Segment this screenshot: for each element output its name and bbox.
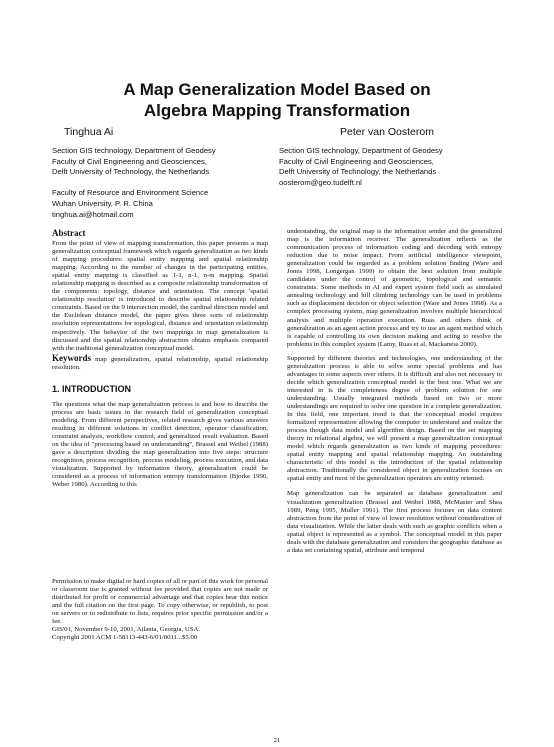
keywords: [52, 354, 268, 372]
right-paragraph-2: Supported by different theories and technologies, one understanding of the generalization process is able to solve some special problems and has advantages in some aspects over others. It is difficult and also not necessary to decide which generalization conceptual model is the best one. What we are interested in is the completeness degree of problem solution for one understanding. Usually integrated methods based on two or more understandings are required to solve one question in a complete generalization. In this field, one important trend is that the conceptual model requires formalized representation allowing the computer to understand and realize the process though data model and algorithm design. Based on the set mapping theory in relational algebra, we will present a map generalization conceptual model which regards generalization as two kinds of mapping procedures: spatial entity mapping and spatial relationship mapping. An outstanding characteristic of this model is the introduction of the spatial relationship abstraction. Traditionally the considered object in generalization focuses on spatial entity and most of the generalization operators are entity oriented.: [287, 354, 502, 483]
right-column: [287, 228, 502, 555]
author-1: Tinghua Ai: [64, 126, 114, 138]
abstract-text: From the point of view of mapping transformation, this paper presents a map generalization conceptual framework which regards generalization as two kinds of mapping procedures: spatial entity mapping and spatial relationship mapping. According to the number of changes in the participating entities, spatial entity mapping is classified as 1-1, n-1, n-m mapping. Spatial relationship mapping is described as a composite relationship transformation of the components: topology, distance and orientation. The concept 'spatial relationship resolution' is introduced to describe spatial relationship related constraints. Based on the 9 intersection model, the cardinal direction model and the Euclidean distance model, the paper gives three sorts of relationship resolution representations for topological, distance and orientation relationship respectively. The behavior of the two mappings in map generalization is discussed and the spatial relationship abstraction obtains emphasis compared with the traditional generalization conceptual model.: [52, 240, 268, 352]
paper-title: [0, 79, 554, 121]
left-column: [52, 228, 268, 489]
title-line-2: Algebra Mapping Transformation: [143, 101, 411, 120]
title-line-1: A Map Generalization Model Based on: [123, 80, 431, 99]
copyright-line: Copyright 2001 ACM 1-58113-443-6/01/0011...$5.00: [52, 634, 198, 642]
right-paragraph-3: Map generalization can be separated as database generalization and visualization generalization (Brassel and Weibel 1988, McMaster and Shea 1989, Peng 1995, Muller 1991). The first process focuses on data content abstraction from the point of view of lower resolution without consideration of data visualization. While the latter deals with such as graphic conflicts when a spatial object is represented as a symbol. The conceptual model in this paper deals with the database generalization and considers the geographic database as a data set containing spatial, attribute and temporal: [287, 490, 502, 554]
keywords-text: map generalization, spatial relationship, spatial relationship resolution.: [52, 355, 269, 371]
author-2: Peter van Oosterom: [340, 126, 434, 138]
intro-text: The questions what the map generalization process is and how to describe the process are basic issues in the research field of generalization conceptual modeling. From different perspectives, related research gives various answers resulting in different solutions in conflict detection, operator classification, constraint analysis, workflow control, and generalized result evaluation. Based on the idea of "processing based on understanding", Brassel and Weibel (1988) gave a description dividing the map generalization into five steps: structure recognition, process recognition, process modeling, process execution, and data visualization. Supported by information theory, generalization could be considered as a process of information entropy transformation (Bjorke 1996, Weber 1980). According to this: [52, 400, 268, 489]
permission-notice: Permission to make digital or hard copies of all or part of this work for personal or classroom use is granted without fee provided that copies are not made or distributed for profit or commercial advantage and that copies bear this notice and the full citation on the first page. To copy otherwise, or republish, to post on servers or to redistribute to lists, requires prior specific permission and/or a fee.: [52, 578, 268, 626]
right-paragraph-1: understanding, the original map is the information sender and the generalized map is the information receiver. The generalization reflects as the communication process of information coding and decoding with entropy reduction due to noise impact. From artificial intelligence viewpoint, generalization could be regarded as a problem solution finding (Ware and Jones 1998, Longergan 1999) to obtain the best solution from multiple candidates under the control of geometric, topological and semantic constraints. Some methods in AI and expert system field such as simulated annealing technology and hill climbing technology can be used in problems such as displacement decision or object selection (Ware and Jones 1998). As a complex processing system, map generalization involves multiple hierarchical analysis and multiple operation execution. Ruas and others think of generalization as an agent action process and try to use an agent method which is capable of controlling its own decision making and acting to resolve the problems in this complex system (Lamy, Ruas et al, Mackaness 2000).: [287, 228, 502, 348]
author-2-affiliation: Section GIS technology, Department of Geodesy Faculty of Civil Engineering and Geosciences, Delft University of Technology, the Netherlands oosterom@geo.tudelft.nl: [279, 146, 443, 187]
abstract-heading: Abstract: [52, 228, 86, 238]
conference-line: GIS'01, November 9-10, 2001, Atlanta, Georgia, USA.: [52, 626, 201, 634]
author-1-affiliation: Section GIS technology, Department of Geodesy Faculty of Civil Engineering and Geosciences, Delft University of Technology, the Netherlands Faculty of Resource and Environment Science Wuhan University, P. R. China tinghua.ai@hotmail.com: [52, 146, 216, 219]
section-1-heading: 1. INTRODUCTION: [52, 383, 132, 394]
keywords-label: Keywords: [52, 352, 91, 363]
copyright-block: [52, 578, 268, 642]
page-number: 21: [273, 737, 281, 744]
